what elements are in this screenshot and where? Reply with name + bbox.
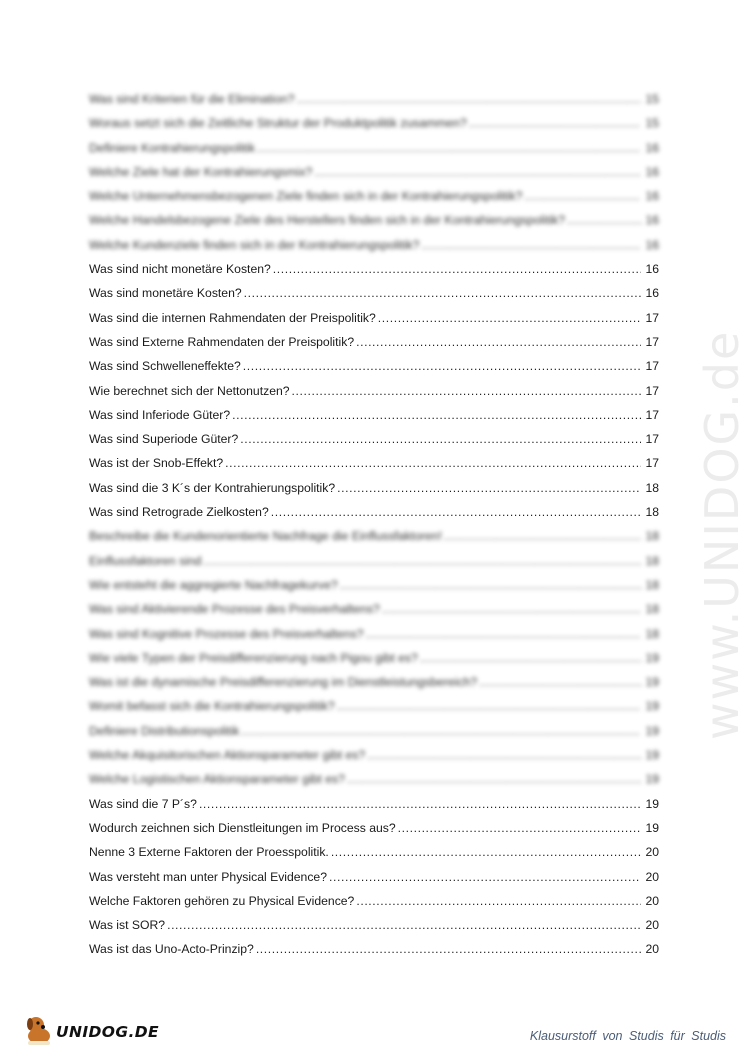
toc-entry <box>89 111 659 135</box>
toc-leader-dots <box>167 913 641 937</box>
toc-entry <box>89 87 659 111</box>
toc-leader-dots <box>382 597 641 621</box>
toc-entry-title: Beschreibe die Kundenorientierte Nachfrage die Einflussfaktoren! <box>89 529 442 544</box>
toc-leader-dots <box>340 573 641 597</box>
toc-entry <box>89 524 659 548</box>
toc-leader-dots <box>243 354 641 378</box>
toc-leader-dots <box>524 184 641 208</box>
toc-entry-title: Was sind nicht monetäre Kosten? <box>89 262 271 277</box>
toc-entry-page: 16 <box>645 189 659 204</box>
toc-leader-dots <box>314 160 641 184</box>
toc-entry <box>89 500 659 524</box>
toc-leader-dots <box>256 937 641 961</box>
toc-leader-dots <box>469 111 641 135</box>
toc-leader-dots <box>367 743 641 767</box>
toc-entry-title: Was sind Kriterien für die Elimination? <box>89 92 295 106</box>
toc-entry <box>89 889 659 913</box>
toc-entry-page: 17 <box>645 310 659 325</box>
toc-leader-dots <box>225 451 641 475</box>
toc-entry-page: 17 <box>645 334 659 349</box>
toc-entry-title: Was versteht man unter Physical Evidence? <box>89 869 327 884</box>
toc-entry-title: Womit befasst sich die Kontrahierungspolitik? <box>89 699 335 714</box>
toc-entry-page: 16 <box>645 213 659 228</box>
toc-entry-page: 18 <box>645 577 659 592</box>
toc-leader-dots <box>356 889 641 913</box>
toc-entry-title: Welche Akquisitorischen Aktionsparameter gibt es? <box>89 748 366 763</box>
toc-entry-page: 17 <box>645 407 659 422</box>
toc-entry-page: 17 <box>645 359 659 374</box>
toc-entry <box>89 865 659 889</box>
toc-entry-title: Was ist SOR? <box>89 918 166 933</box>
dog-icon <box>22 1012 58 1048</box>
toc-entry-title: Was sind Externe Rahmendaten der Preispolitik? <box>89 334 355 349</box>
toc-entry-title: Was ist der Snob-Effekt? <box>89 456 224 471</box>
toc-entry <box>89 646 659 670</box>
toc-leader-dots <box>337 694 641 718</box>
toc-entry <box>89 403 659 427</box>
watermark: www.UNIDOG.de <box>695 329 749 740</box>
toc-entry-page: 20 <box>645 918 659 933</box>
toc-entry-page: 19 <box>645 650 659 665</box>
toc-entry-page: 15 <box>645 92 659 106</box>
toc-entry <box>89 913 659 937</box>
toc-entry <box>89 451 659 475</box>
toc-entry-title: Welche Kundenziele finden sich in der Kontrahierungspolitik? <box>89 237 420 252</box>
toc-entry-title: Was ist das Uno-Acto-Prinzip? <box>89 942 254 957</box>
toc-leader-dots <box>420 646 641 670</box>
toc-entry <box>89 379 659 403</box>
toc-entry <box>89 476 659 500</box>
toc-entry <box>89 330 659 354</box>
toc-entry-page: 20 <box>645 845 659 860</box>
toc-leader-dots <box>244 281 641 305</box>
toc-entry-page: 16 <box>645 262 659 277</box>
toc-leader-dots <box>444 524 641 548</box>
toc-entry-title: Was sind monetäre Kosten? <box>89 286 242 301</box>
toc-entry <box>89 767 659 791</box>
toc-entry-title: Was sind Kognitive Prozesse des Preisverhaltens? <box>89 626 364 641</box>
toc-entry <box>89 743 659 767</box>
toc-entry-title: Was sind Aktivierende Prozesse des Preisverhaltens? <box>89 602 380 617</box>
toc-entry-page: 19 <box>645 820 659 835</box>
unidog-logo <box>22 1012 160 1048</box>
toc-entry-title: Was sind Retrograde Zielkosten? <box>89 505 269 520</box>
toc-entry-title: Wie viele Typen der Preisdifferenzierung nach Pigou gibt es? <box>89 650 418 665</box>
toc-entry-title: Welche Faktoren gehören zu Physical Evidence? <box>89 893 355 908</box>
toc-entry-title: Definiere Kontrahierungspolitik <box>89 140 255 155</box>
toc-entry-page: 20 <box>645 869 659 884</box>
toc-leader-dots <box>337 476 641 500</box>
toc-entry-page: 19 <box>645 748 659 763</box>
toc-leader-dots <box>347 767 641 791</box>
toc-entry <box>89 306 659 330</box>
toc-entry-page: 17 <box>645 456 659 471</box>
toc-entry-page: 20 <box>645 893 659 908</box>
toc-entry-title: Welche Ziele hat der Kontrahierungsmix? <box>89 164 313 179</box>
toc-entry-title: Was sind Superiode Güter? <box>89 432 239 447</box>
toc-leader-dots <box>271 500 641 524</box>
toc-entry-title: Was sind Inferiode Güter? <box>89 407 231 422</box>
toc-entry-page: 15 <box>645 116 659 131</box>
toc-leader-dots <box>398 816 641 840</box>
toc-entry-page: 16 <box>645 164 659 179</box>
toc-entry-title: Nenne 3 Externe Faktoren der Proesspolitik. <box>89 845 329 860</box>
toc-entry-page: 19 <box>645 699 659 714</box>
toc-entry <box>89 208 659 232</box>
toc-entry-title: Was sind die internen Rahmendaten der Preispolitik? <box>89 310 376 325</box>
toc-leader-dots <box>331 840 641 864</box>
toc-entry <box>89 184 659 208</box>
toc-entry-title: Was sind die 3 K´s der Kontrahierungspolitik? <box>89 480 336 495</box>
toc-entry-title: Wie berechnet sich der Nettonutzen? <box>89 383 290 398</box>
toc-entry-page: 19 <box>645 796 659 811</box>
toc-entry-page: 19 <box>645 772 659 787</box>
toc-entry-title: Einflussfaktoren sind <box>89 553 202 568</box>
toc-leader-dots <box>567 208 641 232</box>
toc-entry <box>89 160 659 184</box>
toc-entry <box>89 840 659 864</box>
toc-leader-dots <box>199 792 641 816</box>
toc-leader-dots <box>356 330 641 354</box>
toc-entry <box>89 233 659 257</box>
toc-entry-page: 19 <box>645 723 659 738</box>
toc-entry <box>89 816 659 840</box>
toc-leader-dots <box>292 379 641 403</box>
toc-entry-page: 19 <box>645 675 659 690</box>
toc-entry-page: 17 <box>645 432 659 447</box>
logo-text: UNIDOG.DE <box>56 1023 160 1041</box>
toc-entry <box>89 257 659 281</box>
toc-entry-title: Was sind Schwelleneffekte? <box>89 359 241 374</box>
toc-entry <box>89 281 659 305</box>
toc-entry <box>89 792 659 816</box>
toc-entry <box>89 670 659 694</box>
toc-entry-page: 20 <box>645 942 659 957</box>
toc-entry <box>89 719 659 743</box>
toc-entry <box>89 597 659 621</box>
toc-leader-dots <box>257 136 641 160</box>
toc-entry <box>89 354 659 378</box>
toc-entry-page: 16 <box>645 286 659 301</box>
toc-entry <box>89 622 659 646</box>
toc-entry-page: 16 <box>645 140 659 155</box>
table-of-contents <box>89 87 659 962</box>
toc-leader-dots <box>378 306 641 330</box>
toc-entry-page: 17 <box>645 383 659 398</box>
toc-leader-dots <box>232 403 641 427</box>
toc-entry-title: Woraus setzt sich die Zeitliche Struktur der Produktpolitik zusammen? <box>89 116 467 131</box>
toc-entry-page: 18 <box>645 505 659 520</box>
toc-entry-title: Was ist die dynamische Preisdifferenzierung im Dienstleistungsbereich? <box>89 675 478 690</box>
toc-entry-title: Wodurch zeichnen sich Dienstleitungen im Process aus? <box>89 820 396 835</box>
toc-leader-dots <box>273 257 641 281</box>
toc-leader-dots <box>366 622 641 646</box>
toc-entry-page: 16 <box>645 237 659 252</box>
toc-entry-title: Welche Logistischen Aktionsparameter gibt es? <box>89 772 345 787</box>
toc-entry-title: Welche Unternehmensbezogenen Ziele finden sich in der Kontrahierungspolitik? <box>89 189 523 204</box>
toc-entry-page: 18 <box>645 553 659 568</box>
toc-leader-dots <box>241 719 641 743</box>
toc-leader-dots <box>421 233 641 257</box>
toc-entry-title: Welche Handelsbezogene Ziele des Herstellers finden sich in der Kontrahierungspolitik? <box>89 213 566 228</box>
toc-leader-dots <box>240 427 641 451</box>
toc-entry-page: 18 <box>645 602 659 617</box>
toc-leader-dots <box>296 87 641 111</box>
toc-entry-title: Was sind die 7 P´s? <box>89 796 197 811</box>
toc-entry <box>89 549 659 573</box>
toc-leader-dots <box>329 865 641 889</box>
toc-leader-dots <box>203 549 641 573</box>
toc-entry <box>89 937 659 961</box>
toc-entry <box>89 427 659 451</box>
toc-entry <box>89 694 659 718</box>
toc-entry-page: 18 <box>645 529 659 544</box>
toc-entry-title: Definiere Distributionspolitik <box>89 723 240 738</box>
toc-entry-page: 18 <box>645 480 659 495</box>
toc-entry <box>89 573 659 597</box>
toc-entry-page: 18 <box>645 626 659 641</box>
toc-entry <box>89 136 659 160</box>
footer-tagline: Klausurstoff von Studis für Studis <box>529 1029 726 1043</box>
toc-leader-dots <box>479 670 641 694</box>
toc-entry-title: Wie entsteht die aggregierte Nachfragekurve? <box>89 577 338 592</box>
